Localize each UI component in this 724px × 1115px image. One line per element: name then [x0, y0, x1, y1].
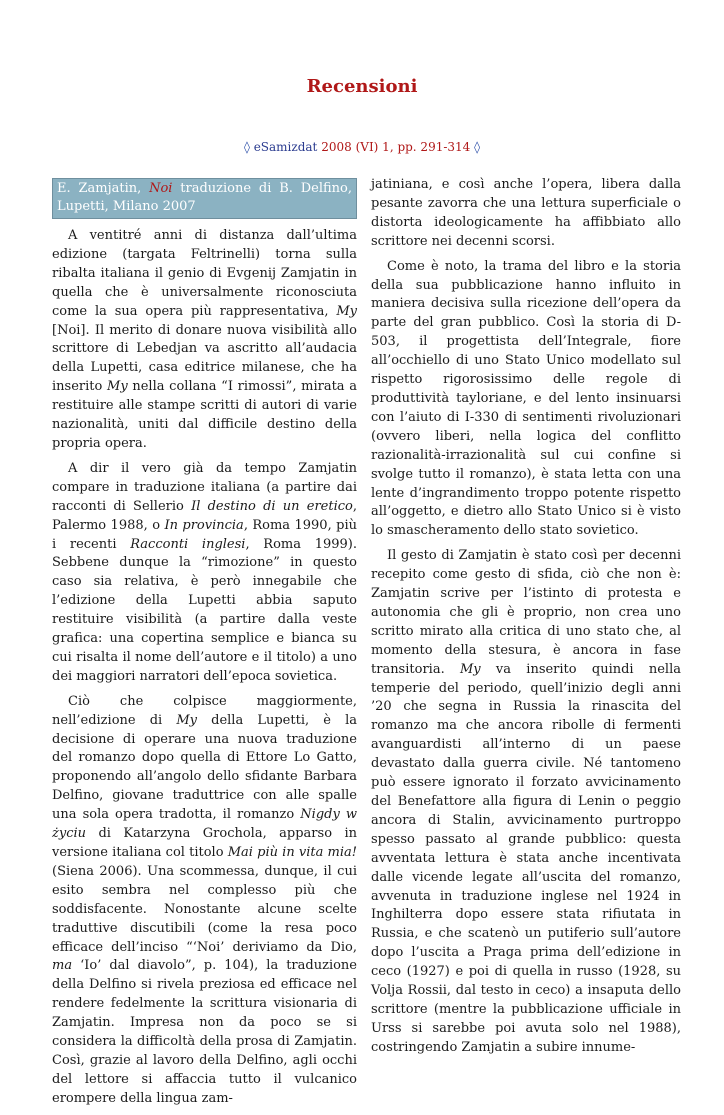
left-column	[52, 176, 357, 1115]
journal-year: 2008	[321, 140, 352, 154]
biblio-details: traduzione di B. Delfino, Lupetti, Milano 2007	[57, 181, 352, 214]
paragraph: jatiniana, e così anche l’opera, libera dalla pesante zavorra che una lettura superficiale o distorta ideologicamente ha affibbiato allo scrittore nei decenni scorsi.	[371, 177, 681, 249]
bibliographic-reference	[52, 178, 357, 219]
paragraph: A ventitré anni di distanza dall’ultima edizione (targata Feltrinelli) torna sulla ribalta italiana il genio di Evgenij Zamjatin in quella che è universalmente riconosciuta come la sua opera più rappresentativa, My [Noi]. Il merito di donare nuova visibilità allo scrittore di Lebedjan va ascritto all’audacia della Lupetti, casa editrice milanese, che ha inserito My nella collana “I rimossi”, mirata a restituire alle stampe scritti di autori di varie nazionalità, uniti dal difficile destino della propria opera.	[52, 228, 358, 451]
paragraph: Come è noto, la trama del libro e la storia della sua pubblicazione hanno influito in maniera decisiva sulla ricezione dell’opera da parte del gran pubblico. Così la storia di D-503, il progettista dell’Integrale, fiore all’occhiello di uno Stato Unico modellato sul rispetto rigorosissimo delle regole di produttività tayloriane, e del lento insinuarsi con l’aiuto di I-330 di sentimenti rivoluzionari (ovvero liberi, nella logica del conflitto razionalità-irrazionalità sul cui confine si svolge tutto il romanzo), è stata letta con una lente d’ingrandimento troppo potente rispetto all’oggetto, e dietro allo Stato Unico si è visto lo smascheramento dello stato sovietico.	[371, 258, 681, 539]
citation-line	[0, 140, 724, 154]
diamond-left-icon: ◊	[243, 140, 250, 154]
paragraph: Ciò che colpisce maggiormente, nell’edizione di My della Lupetti, è la decisione di operare una nuova traduzione del romanzo dopo quella di Ettore Lo Gatto, proponendo all’angolo dello sfidante Barbara Delfino, giovane traduttrice con alle spalle una sola opera tradotta, il romanzo Nigdy w życiu di Katarzyna Grochola, apparso in versione italiana col titolo Mai più in vita mia! (Siena 2006). Una scommessa, dunque, il cui esito sembra nel complesso più che soddisfacente. Nonostante alcune scelte traduttive discutibili (come la resa poco efficace dell’inciso “‘Noi’ deriviamo da Dio, ma ‘Io’ dal diavolo”, p. 104), la traduzione della Delfino si rivela preziosa ed efficace nel rendere fedelmente la scrittura visionaria di Zamjatin. Impresa non da poco se si considera la difficoltà della prosa di Zamjatin. Così, grazie al lavoro della Delfino, agli occhi del lettore si affaccia tutto il vulcanico erompere della lingua zam-	[52, 693, 357, 1106]
journal-name: eSamizdat	[253, 140, 318, 154]
biblio-author: E. Zamjatin,	[57, 181, 142, 196]
biblio-book-title: Noi	[149, 181, 173, 196]
diamond-right-icon: ◊	[474, 140, 481, 154]
paragraph: Il gesto di Zamjatin è stato così per decenni recepito come gesto di sfida, ciò che non è: Zamjatin scrive per l’istinto di protesta e autonomia che gli è proprio, non crea uno scritto mirato alla critica di uno stato che, al momento della stesura, è ancora in fase transitoria. My va inserito quindi nella temperie del periodo, quell’inizio degli anni ’20 che segna in Russia la rinascita del romanzo ma che ancora ribolle di fermenti avanguardisti all’interno di un paese devastato dalla guerra civile. Né tantomeno può essere ignorato il forzato avvicinamento del Benefattore alla figura di Lenin o peggio ancora di Stalin, avvicinamento purtroppo spesso passato al grande pubblico: questa avventata lettura è stata anche incentivata dalle vicende legate all’uscita del romanzo, avvenuta in traduzione inglese nel 1924 in Inghilterra dopo essere stata rifiutata in Russia, e che scatenò un putiferio sull’autore dopo l’uscita a Praga prima dell’edizione in ceco (1927) e poi di quella in russo (1928, su Volja Rossii, dal testo in ceco) a insaputa dello scrittore (mentre la pubblicazione ufficiale in Urss si sarebbe poi avuta solo nel 1988), costringendo Zamjatin a subire innume-	[371, 548, 681, 1055]
page-title: Recensioni	[306, 76, 418, 97]
journal-pages: (VI) 1, pp. 291-314	[355, 140, 471, 154]
right-column	[371, 176, 681, 1064]
paragraph: A dir il vero già da tempo Zamjatin compare in traduzione italiana (a partire dai racconti di Sellerio Il destino di un eretico, Palermo 1988, o In provincia, Roma 1990, più i recenti Racconti inglesi, Roma 1999). Sebbene dunque la “rimozione” in questo caso sia relativa, è però innegabile che l’edizione della Lupetti abbia saputo restituire visibilità (a partire dalla veste grafica: una copertina semplice e bianca su cui risalta il nome dell’autore e il titolo) a uno dei maggiori narratori dell’epoca sovietica.	[52, 460, 357, 684]
